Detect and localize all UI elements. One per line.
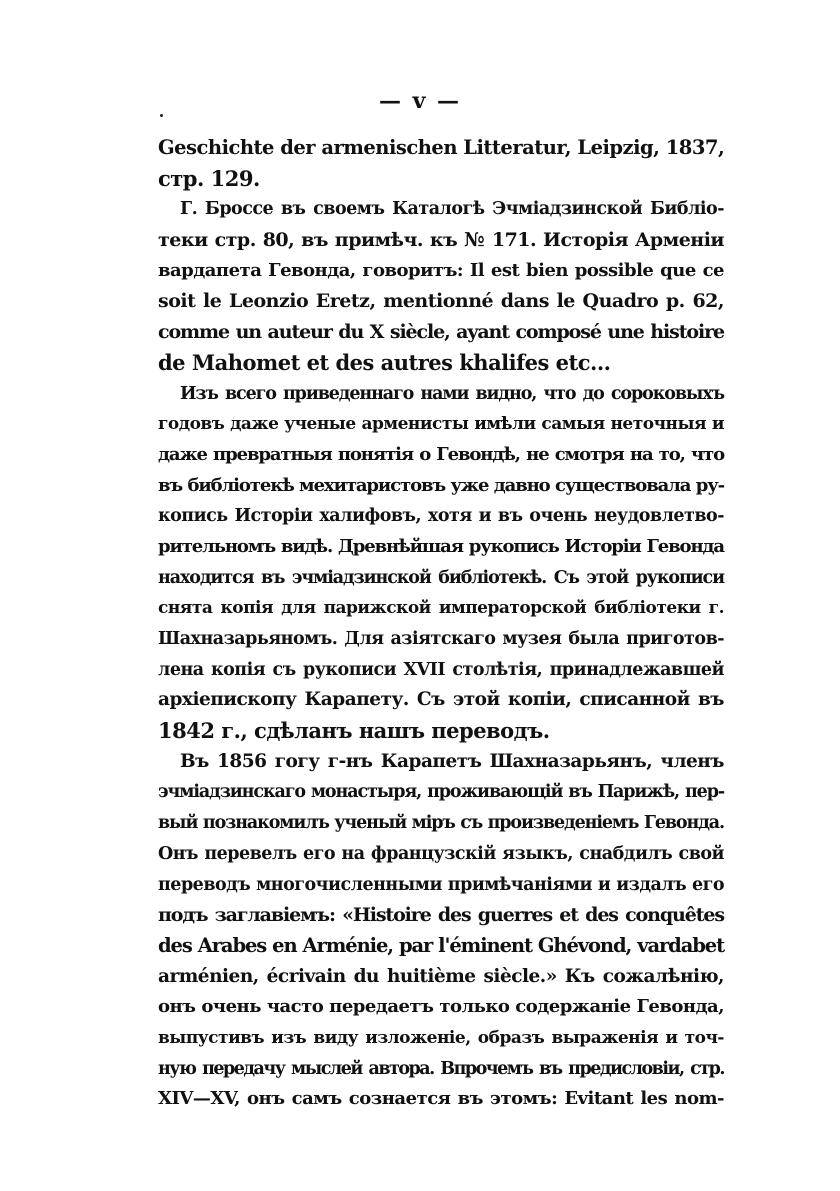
text-line: XIV—XV, онъ самъ сознается въ этомъ: Evitant les nom- (158, 1088, 724, 1110)
text-line-paragraph-start: Изъ всего приведеннаго нами видно, что до сороковыхъ (180, 383, 724, 404)
text-line: выпустивъ изъ виду изложеніе, образъ выраженія и точ- (158, 1027, 724, 1048)
body-text (158, 133, 724, 1115)
text-line: 1842 г., сдѣланъ нашъ переводъ. (158, 718, 550, 744)
text-line: копись Исторіи халифовъ, хотя и въ очень неудовлетво- (158, 506, 724, 527)
text-line: Шахназарьяномъ. Для азіятскаго музея была приготов- (158, 629, 724, 649)
text-line: рительномъ видѣ. Древнѣйшая рукопись Исторіи Гевонда (158, 535, 724, 557)
text-line: arménien, écrivain du huitième siècle.» Къ сожалѣнію, (158, 965, 724, 987)
text-line: Онъ перевелъ его на французскій языкъ, снабдилъ свой (158, 843, 724, 864)
text-line-paragraph-start: Г. Броссе въ своемъ Каталогѣ Эчміадзинской Библіо- (180, 199, 724, 220)
text-line: лена копія съ рукописи XVII столѣтія, принадлежавшей (158, 659, 724, 680)
text-line: находится въ эчміадзинской библіотекѣ. Съ этой рукописи (158, 567, 724, 588)
text-line: ную передачу мыслей автора. Впрочемъ въ предисловіи, стр. (158, 1058, 724, 1079)
text-line: годовъ даже ученые арменисты имѣли самыя неточныя и (158, 414, 724, 435)
text-line: стр. 129. (158, 165, 260, 191)
text-line: архіепископу Карапету. Съ этой копіи, списанной въ (158, 689, 724, 711)
text-line: въ библіотекѣ мехитаристовъ уже давно существовала ру- (158, 474, 724, 496)
text-line: вый познакомилъ ученый міръ съ произведеніемъ Гевонда. (158, 813, 724, 834)
text-line: comme un auteur du X siècle, ayant composé une histoire (158, 321, 724, 344)
text-line-paragraph-start: Въ 1856 гогу г-нъ Карапетъ Шахназарьянъ, членъ (180, 750, 724, 772)
text-line: Geschichte der armenischen Litteratur, Leipzig, 1837, (158, 136, 725, 159)
text-line: des Arabes en Arménie, par l'éminent Ghévond, vardabet (158, 933, 724, 957)
text-line: soit le Leonzio Eretz, mentionné dans le Quadro p. 62, (158, 290, 724, 313)
text-line: снята копія для парижской императорской библіотеки г. (158, 598, 724, 619)
text-line: подъ заглавіемъ: «Histoire des guerres et des conquêtes (158, 904, 724, 927)
text-line: de Mahomet et des autres khalifes etc... (158, 349, 611, 375)
text-line: переводъ многочисленными примѣчаніями и издалъ его (158, 874, 724, 895)
text-line: даже превратныя понятія о Гевондѣ, не смотря на то, что (158, 443, 724, 465)
text-line: эчміадзинскаго монастыря, проживающій въ Парижѣ, пер- (158, 782, 724, 803)
text-line: теки стр. 80, въ примѣч. къ № 171. Исторія Арменіи (158, 229, 724, 252)
text-line: онъ очень часто передаетъ только содержаніе Гевонда, (158, 996, 724, 1018)
ink-speck (160, 114, 163, 117)
page-number-header: — v — (378, 88, 462, 114)
text-line: вардапета Гевонда, говоритъ: Il est bien possible que ce (158, 259, 724, 281)
